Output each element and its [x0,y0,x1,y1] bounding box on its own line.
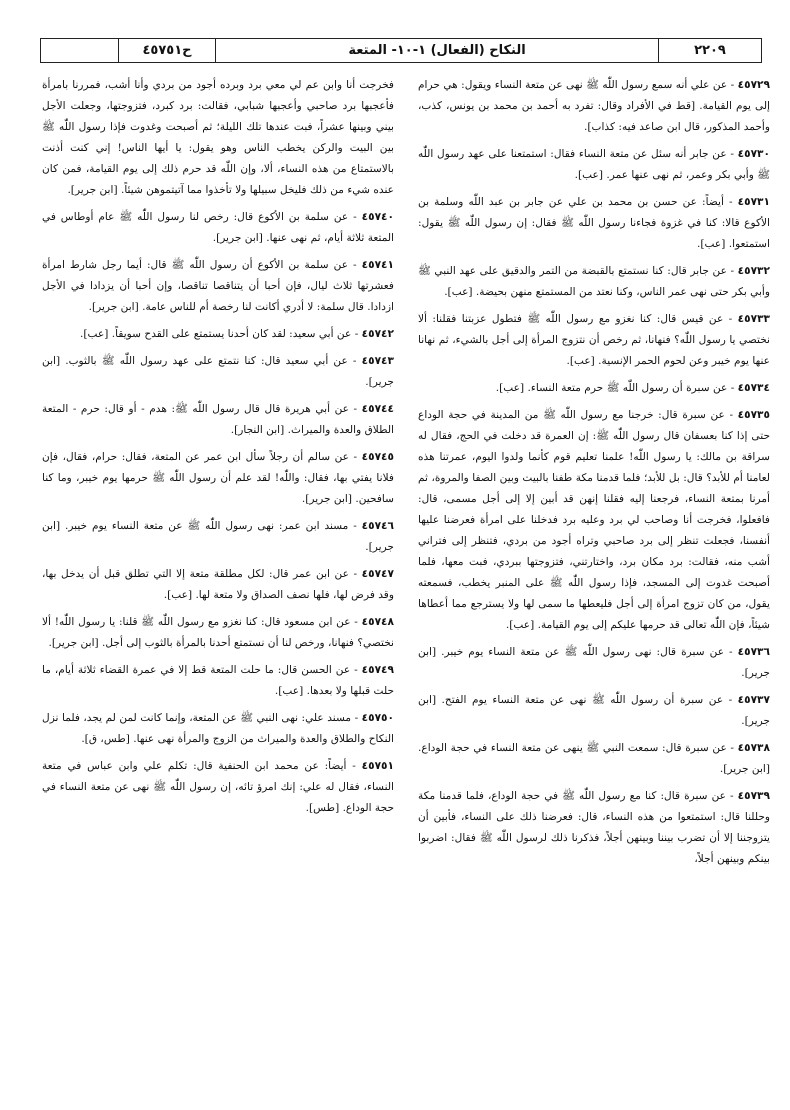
hadith-entry [418,738,770,780]
hadith-entry [418,261,770,303]
hadith-entry [418,309,770,372]
hadith-text: - عن سبرة قال: كنا مع رسول اللّٰه ﷺ في حجة الوداع، فلما قدمنا مكة وحللنا قال: استمتعوا من هذه النساء، قال: فعرضنا ذلك على النساء، فأبين أن يتزوجننا إلا أن تضرب بيننا وبينهن أجلاً، فذكرنا ذلك لرسول اللّٰه ﷺ فقال: اضربوا بينكم وبينهن أجلاً، [418,790,770,865]
right-column [418,75,770,876]
hadith-number: ٤٥٧٤٢ [361,328,394,340]
hadith-number: ٤٥٧٤٨ [361,616,394,628]
hadith-text: - عن أبي سعيد قال: كنا نتمتع على عهد رسول اللّٰه ﷺ بالثوب. [ابن جرير]. [42,355,394,388]
hadith-text: - مسند ابن عمر: نهى رسول اللّٰه ﷺ عن متعة النساء يوم خيبر. [ابن جرير]. [42,520,394,553]
hadith-entry [42,324,394,345]
hadith-text: - عن سبرة قال: سمعت النبي ﷺ ينهى عن متعة النساء في حجة الوداع. [ابن جرير]. [418,742,770,775]
hadith-text: - عن علي أنه سمع رسول اللّٰه ﷺ نهى عن متعة النساء ويقول: هي حرام إلى يوم القيامة. [قط في الأفراد وقال: تفرد به أحمد بن محمد بن يونس، كذب، وأحمد المذكور، قال ابن صاعد فيه: كذاب]. [418,79,770,133]
hadith-number: ٤٥٧٥٠ [361,712,394,724]
hadith-text: - عن سلمة بن الأكوع قال: رخص لنا رسول اللّٰه ﷺ عام أوطاس في المتعة ثلاثة أيام، ثم نهى عنها. [ابن جرير]. [42,211,394,244]
left-column [42,75,394,825]
hadith-entry [418,192,770,255]
hadith-entry [42,255,394,318]
hadith-number: ٤٥٧٤٩ [361,664,394,676]
hadith-number: ٤٥٧٣٢ [737,265,770,277]
hadith-entry [42,612,394,654]
hadith-number: ٤٥٧٣٦ [737,646,770,658]
hadith-text: - عن سبرة قال: خرجنا مع رسول اللّٰه ﷺ من المدينة في حجة الوداع حتى إذا كنا بعسفان قال رسول اللّٰه ﷺ: إن العمرة قد دخلت في الحج، فقال له سراقة بن مالك: يا رسول اللّٰه! علمنا تعليم قوم كأنما ولدوا اليوم، عمرتنا هذه لعامنا أم للأبد؟ قال: بل للأبد؛ فلما قدمنا مكة طفنا بالبيت وبين الصفا والمروة، ثم أمرنا بمتعة النساء، فرجعنا إليه فقلنا إنهن قد أبين إلا إلى أجل مسمى، قال: فافعلوا، فخرجت أنا وصاحب لي برد وعليه برد فدخلنا على امرأة فعرضنا عليها أنفسنا، فجعلت تنظر إلى برد صاحبي وتراه أجود من بردي، فتنظر إلى فتراني أشب منه، فقالت: برد مكان برد، واختارتني، فتزوجتها ببردي، فبت معها، فلما أصبحت غدوت إلى المسجد، فإذا رسول اللّٰه ﷺ على المنبر يخطب، فسمعته يقول، من كان تزوج امرأة إلى أجل فليعطها ما سمى لها ولا يسترجع مما أعطاها شيئاً، فإن اللّٰه تعالى قد حرمها عليكم إلى يوم القيامة. [عب]. [418,409,770,631]
hadith-number: ٤٥٧٣٧ [737,694,770,706]
hadith-text: - عن سلمة بن الأكوع أن رسول اللّٰه ﷺ قال: أيما رجل شارط امرأة فعشرتها ثلاث ليال، فإن أحبا أن يتناقصا تناقصا، وإن أحبا أن يزدادا في الأجل ازدادا. قال سلمة: لا أدري أكانت لنا رخصة أم للناس عامة. [ابن جرير]. [42,259,394,313]
hadith-text: فخرجت أنا وابن عم لي معي برد وبرده أجود من بردي وأنا أشب، فمررنا بامرأة فأعجبها برد صاحبي وأعجبها شبابي، فقالت: برد كبرد، فتزوجتها، وجعلت الأجل بيني وبينها عشراً، فبت عندها تلك الليلة؛ ثم أصبحت وغدوت فإذا رسول اللّٰه ﷺ بين البيت والركن يخطب الناس وهو يقول: يا أيها الناس! إني كنت أذنت بالاستمتاع من هذه النساء، ألا، وإن اللّٰه قد حرم ذلك إلى يوم القيامة، فمن كان عنده شيء من ذلك فليخل سبيلها ولا تأخذوا مما آتيتموهن شيئاً. [ابن جرير]. [42,79,394,196]
hadith-entry [42,756,394,819]
hadith-text: - عن سالم أن رجلاً سأل ابن عمر عن المتعة، فقال: حرام، فقال، فإن فلانا يفتي بها، فقال: واللّٰه! لقد علم أن رسول اللّٰه ﷺ حرمها يوم خيبر، وما كنا سافحين. [ابن جرير]. [42,451,394,505]
hadith-text: - عن الحسن قال: ما حلت المتعة قط إلا في عمرة القضاء ثلاثة أيام، ما حلت قبلها ولا بعدها. [عب]. [42,664,394,697]
hadith-text: - أيضاً: عن حسن بن محمد بن علي عن جابر بن عبد اللّٰه وسلمة بن الأكوع قالا: كنا في غزوة فجاءنا رسول اللّٰه ﷺ فقال: إن رسول اللّٰه ﷺ يقول: استمتعوا. [عب]. [418,196,770,250]
hadith-entry [418,690,770,732]
hadith-entry [42,351,394,393]
hadith-number: ٤٥٧٤٠ [361,211,394,223]
page-header [40,38,762,63]
hadith-entry [42,447,394,510]
hadith-number: ٤٥٧٢٩ [737,79,770,91]
hadith-number: ٤٥٧٤٦ [361,520,394,532]
hadith-text: - أيضاً: عن محمد ابن الحنفية قال: تكلم علي وابن عباس في متعة النساء، فقال له علي: إنك امرؤ تائه، إن رسول اللّٰه ﷺ نهى عن متعة النساء في حجة الوداع. [طس]. [42,760,394,814]
hadith-entry [42,708,394,750]
hadith-number: ٤٥٧٤٤ [361,403,394,415]
hadith-text: - عن ابن مسعود قال: كنا نغزو مع رسول اللّٰه ﷺ قلنا: يا رسول اللّٰه! ألا نختصي؟ فنهانا، ورخص لنا أن نستمتع أحدنا بالمرأة بالثوب إلى أجل. [ابن جرير]. [42,616,394,649]
hadith-range: ح٤٥٧٥١ [118,39,215,62]
hadith-text: - عن سبرة أن رسول اللّٰه ﷺ حرم متعة النساء. [عب]. [495,382,735,394]
hadith-entry [418,405,770,636]
hadith-entry [418,378,770,399]
hadith-entry [42,564,394,606]
hadith-number: ٤٥٧٣٤ [737,382,770,394]
hadith-number: ٤٥٧٤٣ [361,355,394,367]
hadith-entry [42,75,394,201]
hadith-entry [418,642,770,684]
hadith-number: ٤٥٧٣٠ [737,148,770,160]
page-number: ٢٢٠٩ [658,39,761,62]
hadith-entry [418,786,770,870]
hadith-text: - مسند علي: نهى النبي ﷺ عن المتعة، وإنما كانت لمن لم يجد، فلما نزل النكاح والطلاق والعدة والميراث من الزوج والمرأة نهى عنها. [طس، ق]. [42,712,394,745]
hadith-entry [42,660,394,702]
hadith-entry [418,144,770,186]
hadith-entry [418,75,770,138]
hadith-number: ٤٥٧٥١ [361,760,394,772]
hadith-text: - عن أبي هريرة قال قال رسول اللّٰه ﷺ: هدم - أو قال: حرم - المتعة الطلاق والعدة والميراث. [ابن النجار]. [42,403,394,436]
hadith-number: ٤٥٧٣٨ [737,742,770,754]
hadith-entry [42,399,394,441]
hadith-text: - عن سبرة أن رسول اللّٰه ﷺ نهى عن متعة النساء يوم الفتح. [ابن جرير]. [418,694,770,727]
hadith-text: - عن سبرة قال: نهى رسول اللّٰه ﷺ عن متعة النساء يوم خيبر. [ابن جرير]. [418,646,770,679]
hadith-number: ٤٥٧٣٣ [737,313,771,325]
hadith-number: ٤٥٧٤٧ [361,568,394,580]
hadith-number: ٤٥٧٣١ [737,196,770,208]
hadith-entry [42,516,394,558]
hadith-number: ٤٥٧٤٥ [361,451,394,463]
hadith-text: - عن جابر أنه سئل عن متعة النساء فقال: استمتعنا على عهد رسول اللّٰه ﷺ وأبي بكر وعمر، ثم نهى عنها عمر. [عب]. [418,148,770,181]
hadith-number: ٤٥٧٣٥ [737,409,770,421]
hadith-number: ٤٥٧٣٩ [737,790,770,802]
hadith-text: - عن جابر قال: كنا نستمتع بالقبضة من التمر والدقيق على عهد النبي ﷺ وأبي بكر حتى نهى عمر الناس، وكنا نعتد من المستمتع منهن بحيضة. [عب]. [418,265,770,298]
hadith-text: - عن أبي سعيد: لقد كان أحدنا يستمتع على القدح سويقاً. [عب]. [80,328,359,340]
hadith-entry [42,207,394,249]
page-title: النكاح (الفعال) ١-١٠- المتعة [348,43,526,58]
hadith-text: - عن ابن عمر قال: لكل مطلقة متعة إلا التي تطلق قبل أن يدخل بها، وقد فرض لها، فلها نصف الصداق ولا متعة لها. [عب]. [42,568,394,601]
hadith-text: - عن قيس قال: كنا نغزو مع رسول اللّٰه ﷺ فتطول عزبتنا فقلنا: ألا نختصي يا رسول اللّٰه؟ فنهانا، ثم رخص أن نتزوج المرأة إلى أجل بالشيء، ثم نهانا عنها يوم خيبر وعن لحوم الحمر الإنسية. [عب]. [418,313,770,367]
hadith-range-box [41,39,216,62]
hadith-number: ٤٥٧٤١ [361,259,394,271]
